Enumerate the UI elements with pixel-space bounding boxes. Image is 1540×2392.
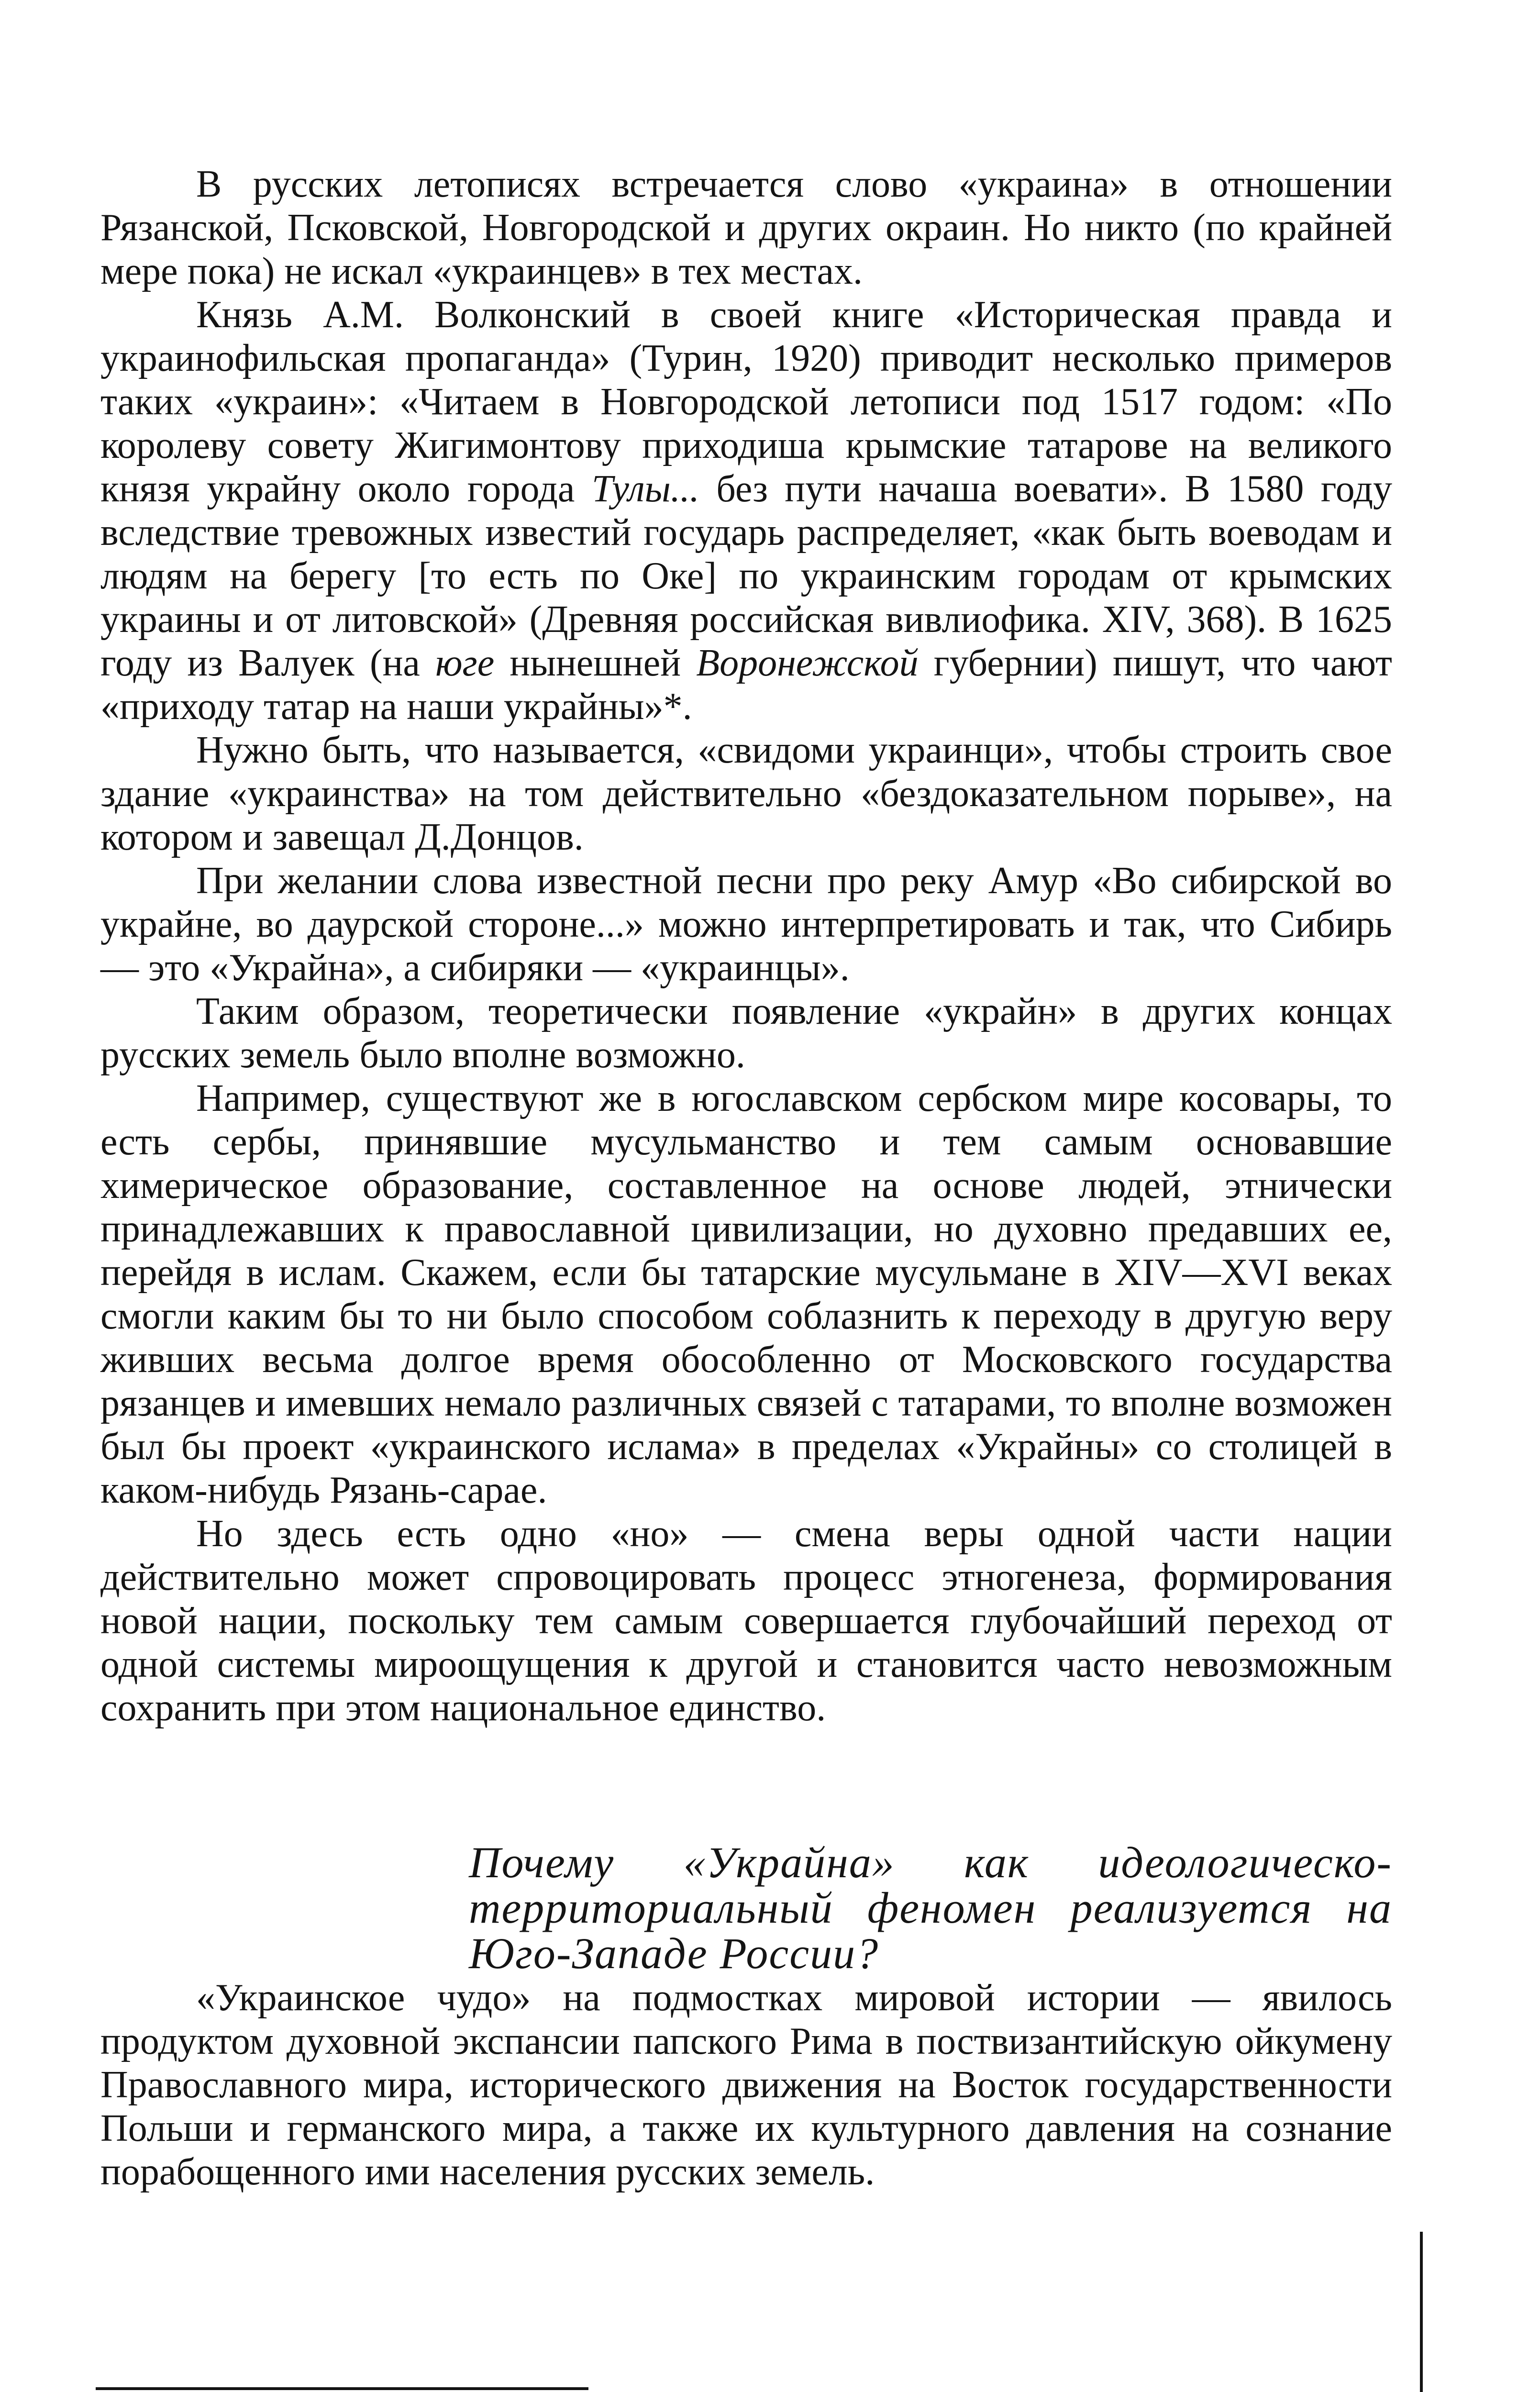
paragraph-2-text-c: нынешней (494, 642, 697, 684)
paragraph-6: Например, существуют же в югославском сербском мире косовары, то есть сербы, принявшие мусульманство и тем самым основавшие химерическое образование, составленное на основе людей, этнически принадлежавших к православной цивилизации, но духовно предавших ее, перейдя в ислам. Скажем, если бы татарские мусульмане в XIV—XVI веках смогли каким бы то ни было способом соблазнить к переходу в другую веру живших весьма долгое время обособленно от Московского государства рязанцев и имевших немало различных связей с татарами, то вполне возможен был бы проект «украинского ислама» в пределах «Украйны» со столицей в каком-нибудь Рязань-сарае. (100, 1077, 1392, 1511)
paragraph-5: Таким образом, теоретически появление «украйн» в других концах русских земель было вполне возможно. (100, 990, 1392, 1076)
paragraph-2-text-b: без пути начаша воевати». В 1580 году вследствие тревожных известий государь распределяет, «как быть воеводам и людям на берегу [то есть по Оке] по украинским городам от крымских украины и от литовской» (Древняя российская вивлиофика. XIV, 368). В 1625 году из Валуек (на (100, 468, 1392, 684)
paragraph-1: В русских летописях встречается слово «украина» в отношении Рязанской, Псковской, Новгородской и других окраин. Но никто (по крайней мере пока) не искал «украинцев» в тех местах. (100, 163, 1392, 292)
paragraph-7: Но здесь есть одно «но» — смена веры одной части нации действительно может спровоцировать процесс этногенеза, формирования новой нации, поскольку тем самым совершается глубочайший переход от одной системы мироощущения к другой и становится часто невозможным сохранить при этом национальное единство. (100, 1513, 1392, 1729)
italic-voronezh: Воронежской (696, 642, 919, 684)
paragraph-2 (100, 293, 1392, 729)
paragraph-4: При желании слова известной песни про реку Амур «Во сибирской во украйне, во даурской стороне...» можно интерпретировать и так, что Сибирь — это «Украйна», а сибиряки — «украинцы». (100, 860, 1392, 989)
paragraph-2-text-d: губернии) пишут, что чают «приходу татар на наши украйны»*. (100, 642, 1392, 728)
paragraph-3: Нужно быть, что называется, «свидоми украинци», чтобы строить свое здание «украинства» на том действительно «бездоказательном порыве», на котором и завещал Д.Донцов. (100, 729, 1392, 858)
section-heading: Почему «Украйна» как идеологическо-территориальный феномен реализуется на Юго-Западе России? (469, 1838, 1392, 1978)
margin-vertical-rule (1420, 2232, 1423, 2392)
footnote-separator (96, 2387, 588, 2390)
paragraph-after-heading: «Украинское чудо» на подмостках мировой истории — явилось продуктом духовной экспансии папского Рима в поствизантийскую ойкумену Православного мира, исторического движения на Восток государственности Польши и германского мира, а также их культурного давления на сознание порабощенного ими населения русских земель. (100, 1977, 1392, 2193)
paragraph-2-text-a: Князь А.М. Волконский в своей книге «Историческая правда и украинофильская пропаганда» (Турин, 1920) приводит несколько примеров таких «украин»: «Читаем в Новгородской летописи под 1517 годом: «По королеву совету Жигимонтову приходиша крымские татарове на великого князя украйну около города (100, 294, 1392, 510)
main-text-column (100, 163, 1392, 2194)
italic-city-name: Тулы... (591, 468, 699, 510)
italic-south: юге (435, 642, 495, 684)
